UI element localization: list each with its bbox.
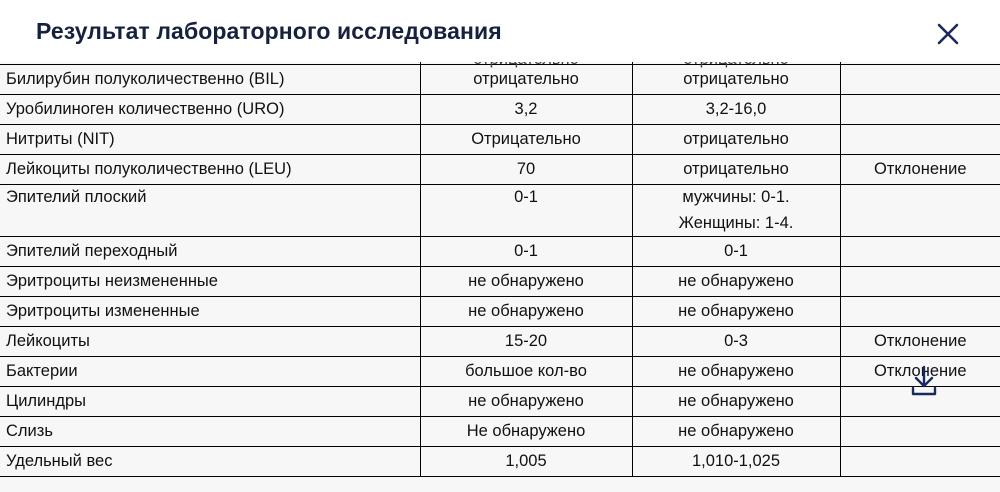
analyte-flag — [840, 237, 1000, 267]
modal-header — [0, 0, 1000, 62]
analyte-value: 3,2 — [420, 95, 632, 125]
analyte-reference: отрицательно — [632, 125, 840, 155]
analyte-name: Цилиндры — [0, 387, 420, 417]
analyte-reference: 1,010-1,025 — [632, 447, 840, 477]
analyte-reference — [632, 185, 840, 237]
analyte-flag — [840, 417, 1000, 447]
table-row — [0, 417, 1000, 447]
analyte-value: не обнаружено — [420, 297, 632, 327]
page-title: Результат лабораторного исследования — [36, 18, 502, 44]
analyte-name: Уробилиноген количественно (URO) — [0, 95, 420, 125]
analyte-value: не обнаружено — [420, 387, 632, 417]
analyte-flag: Отклонение — [840, 155, 1000, 185]
analyte-reference: 0-1 — [632, 237, 840, 267]
analyte-flag — [840, 125, 1000, 155]
table-row — [0, 95, 1000, 125]
analyte-flag — [840, 95, 1000, 125]
analyte-reference-line-1: мужчины: 0-1. — [682, 188, 790, 206]
table-row — [0, 357, 1000, 387]
analyte-name: Эритроциты неизмененные — [0, 267, 420, 297]
analyte-name: Нитриты (NIT) — [0, 125, 420, 155]
analyte-reference: не обнаружено — [632, 297, 840, 327]
analyte-flag — [840, 185, 1000, 237]
analyte-reference: не обнаружено — [632, 267, 840, 297]
analyte-name: Эпителий плоский — [0, 185, 420, 237]
analyte-name: Лейкоциты — [0, 327, 420, 357]
table-row — [0, 125, 1000, 155]
table-row — [0, 65, 1000, 95]
table-row — [0, 297, 1000, 327]
analyte-name: Удельный вес — [0, 447, 420, 477]
analyte-value: Не обнаружено — [420, 417, 632, 447]
lab-results-table — [0, 48, 1000, 477]
close-icon[interactable] — [934, 20, 962, 48]
analyte-flag — [840, 297, 1000, 327]
analyte-value: 70 — [420, 155, 632, 185]
analyte-reference: не обнаружено — [632, 417, 840, 447]
analyte-value: 1,005 — [420, 447, 632, 477]
analyte-reference: отрицательно — [632, 65, 840, 95]
analyte-name: Эритроциты измененные — [0, 297, 420, 327]
analyte-value: отрицательно — [420, 65, 632, 95]
table-row — [0, 155, 1000, 185]
analyte-flag — [840, 267, 1000, 297]
analyte-name: Эпителий переходный — [0, 237, 420, 267]
lab-results-table-wrapper[interactable] — [0, 56, 1000, 492]
analyte-flag: Отклонение — [840, 327, 1000, 357]
analyte-name: Слизь — [0, 417, 420, 447]
analyte-value: 0-1 — [420, 237, 632, 267]
analyte-value: Отрицательно — [420, 125, 632, 155]
analyte-flag — [840, 447, 1000, 477]
analyte-reference: 3,2-16,0 — [632, 95, 840, 125]
analyte-value: 0-1 — [420, 185, 632, 237]
analyte-value: 15-20 — [420, 327, 632, 357]
analyte-value: большое кол-во — [420, 357, 632, 387]
analyte-value: не обнаружено — [420, 267, 632, 297]
analyte-reference: 0-3 — [632, 327, 840, 357]
analyte-reference-line-2: Женщины: 1-4. — [678, 213, 794, 232]
analyte-name: Бактерии — [0, 357, 420, 387]
analyte-name: Билирубин полуколичественно (BIL) — [0, 65, 420, 95]
table-row — [0, 447, 1000, 477]
analyte-name: Лейкоциты полуколичественно (LEU) — [0, 155, 420, 185]
table-row — [0, 185, 1000, 237]
analyte-flag: Отклонение — [840, 357, 1000, 387]
analyte-reference: отрицательно — [632, 155, 840, 185]
analyte-reference: не обнаружено — [632, 357, 840, 387]
table-row — [0, 327, 1000, 357]
table-body — [0, 49, 1000, 477]
table-row — [0, 387, 1000, 417]
analyte-reference: не обнаружено — [632, 387, 840, 417]
download-icon[interactable] — [906, 364, 942, 398]
table-row — [0, 237, 1000, 267]
table-row — [0, 267, 1000, 297]
analyte-flag — [840, 65, 1000, 95]
